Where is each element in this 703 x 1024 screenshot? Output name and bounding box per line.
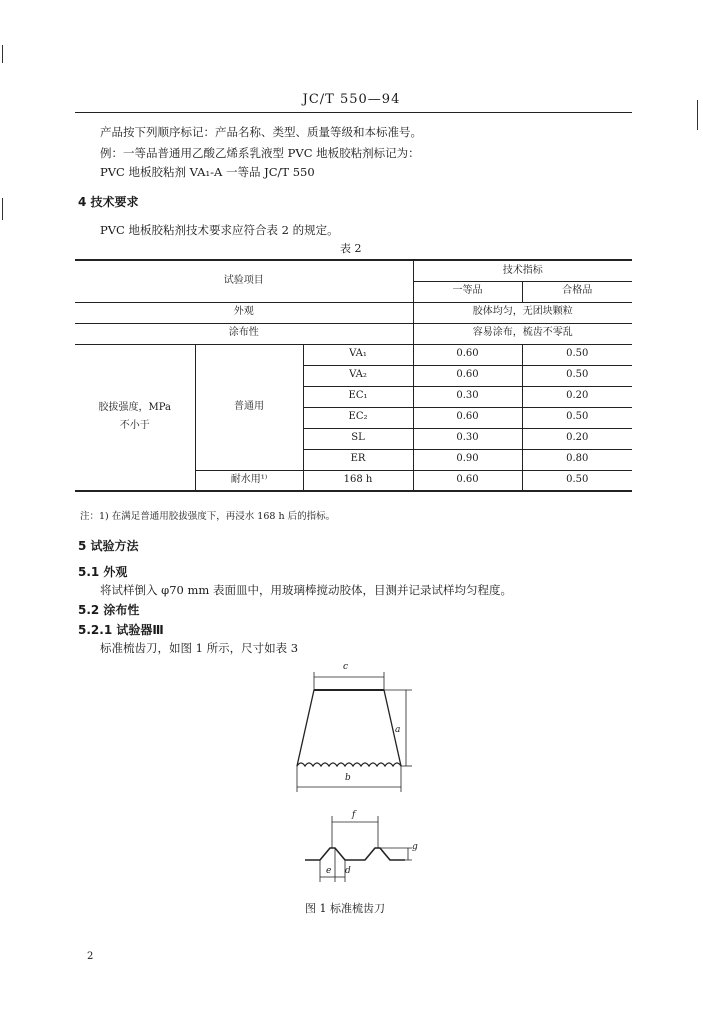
strength-label-line-2: 不小于: [119, 420, 150, 432]
document-code-header: JC/T 550—94: [302, 92, 401, 107]
table-row-grade-1: 0.60: [413, 344, 522, 365]
table-header-grade-2: 合格品: [522, 281, 632, 302]
coatability-label: 涂布性: [75, 323, 413, 344]
table-header-item: 试验项目: [75, 260, 413, 302]
table-row-grade-2: 0.50: [522, 365, 632, 386]
figure-label-g: g: [412, 842, 418, 852]
figure-1-caption: 图 1 标准梳齿刀: [305, 902, 385, 915]
table-row-type: SL: [303, 428, 413, 449]
section-5-2-1-title: 5.2.1 试验器Ⅲ: [78, 623, 164, 637]
table-row-grade-2: 0.20: [522, 428, 632, 449]
table-row-grade-2: 0.50: [522, 407, 632, 428]
coatability-value: 容易涂布，梳齿不零乱: [413, 323, 632, 344]
general-use-label: 普通用: [195, 344, 303, 470]
knife-teeth-edge: [297, 763, 401, 766]
figure-label-e: e: [326, 866, 332, 876]
table-row-type: ER: [303, 449, 413, 470]
table-row-type: EC₂: [303, 407, 413, 428]
table-row-type: VA₁: [303, 344, 413, 365]
appearance-value: 胶体均匀，无团块颗粒: [413, 302, 632, 323]
strength-label-line-1: 胶拔强度，MPa: [98, 401, 171, 413]
table-row-grade-2: 0.50: [522, 344, 632, 365]
section-5-2-title: 5.2 涂布性: [78, 603, 140, 617]
intro-paragraph-2: 例：一等品普通用乙酸乙烯系乳液型 PVC 地板胶粘剂标记为：: [100, 146, 420, 160]
strength-label: [75, 344, 195, 491]
header-rule: [75, 112, 632, 113]
section-5-2-1-paragraph: 标准梳齿刀，如图 1 所示，尺寸如表 3: [100, 641, 299, 655]
figure-label-b: b: [345, 773, 351, 783]
scan-mark-left-top: [2, 45, 3, 63]
section-5-title: 5 试验方法: [78, 539, 139, 553]
table-row-type: VA₂: [303, 365, 413, 386]
figure-label-d: d: [345, 866, 351, 876]
table-2: [75, 259, 632, 492]
table-row-grade-2: 0.80: [522, 449, 632, 470]
figure-label-c: c: [343, 662, 349, 672]
comb-knife-figure: [280, 660, 440, 905]
table-row-grade-1: 0.90: [413, 449, 522, 470]
table-2-note: 注：1) 在满足普通用胶拔强度下，再浸水 168 h 后的指标。: [80, 511, 336, 522]
section-5-1-paragraph: 将试样倒入 φ70 mm 表面皿中，用玻璃棒搅动胶体，目测并记录试样均匀程度。: [100, 583, 512, 597]
section-5-1-title: 5.1 外观: [78, 565, 128, 579]
water-resistant-grade-1: 0.60: [413, 470, 522, 491]
table-header-grade-1: 一等品: [413, 281, 522, 302]
section-4-title: 4 技术要求: [78, 195, 139, 209]
intro-paragraph-3: PVC 地板胶粘剂 VA₁-A 一等品 JC/T 550: [100, 165, 315, 179]
figure-label-f: f: [352, 810, 356, 820]
tooth-profile: [305, 848, 405, 860]
table-row-grade-1: 0.60: [413, 365, 522, 386]
table-2-caption: 表 2: [340, 242, 362, 255]
water-resistant-time: 168 h: [303, 470, 413, 491]
knife-left-edge: [297, 690, 314, 766]
figure-label-a: a: [395, 725, 401, 735]
intro-paragraph-1: 产品按下列顺序标记：产品名称、类型、质量等级和本标准号。: [100, 125, 422, 139]
water-resistant-grade-2: 0.50: [522, 470, 632, 491]
table-row-grade-1: 0.60: [413, 407, 522, 428]
table-row-grade-2: 0.20: [522, 386, 632, 407]
table-row-type: EC₁: [303, 386, 413, 407]
appearance-label: 外观: [75, 302, 413, 323]
water-resistant-label: 耐水用¹⁾: [195, 470, 303, 491]
page-number: 2: [87, 951, 94, 962]
table-row-grade-1: 0.30: [413, 428, 522, 449]
table-row-grade-1: 0.30: [413, 386, 522, 407]
table-header-tech: 技术指标: [413, 260, 632, 281]
scan-mark-left-mid: [2, 198, 3, 220]
section-4-paragraph: PVC 地板胶粘剂技术要求应符合表 2 的规定。: [100, 223, 339, 237]
